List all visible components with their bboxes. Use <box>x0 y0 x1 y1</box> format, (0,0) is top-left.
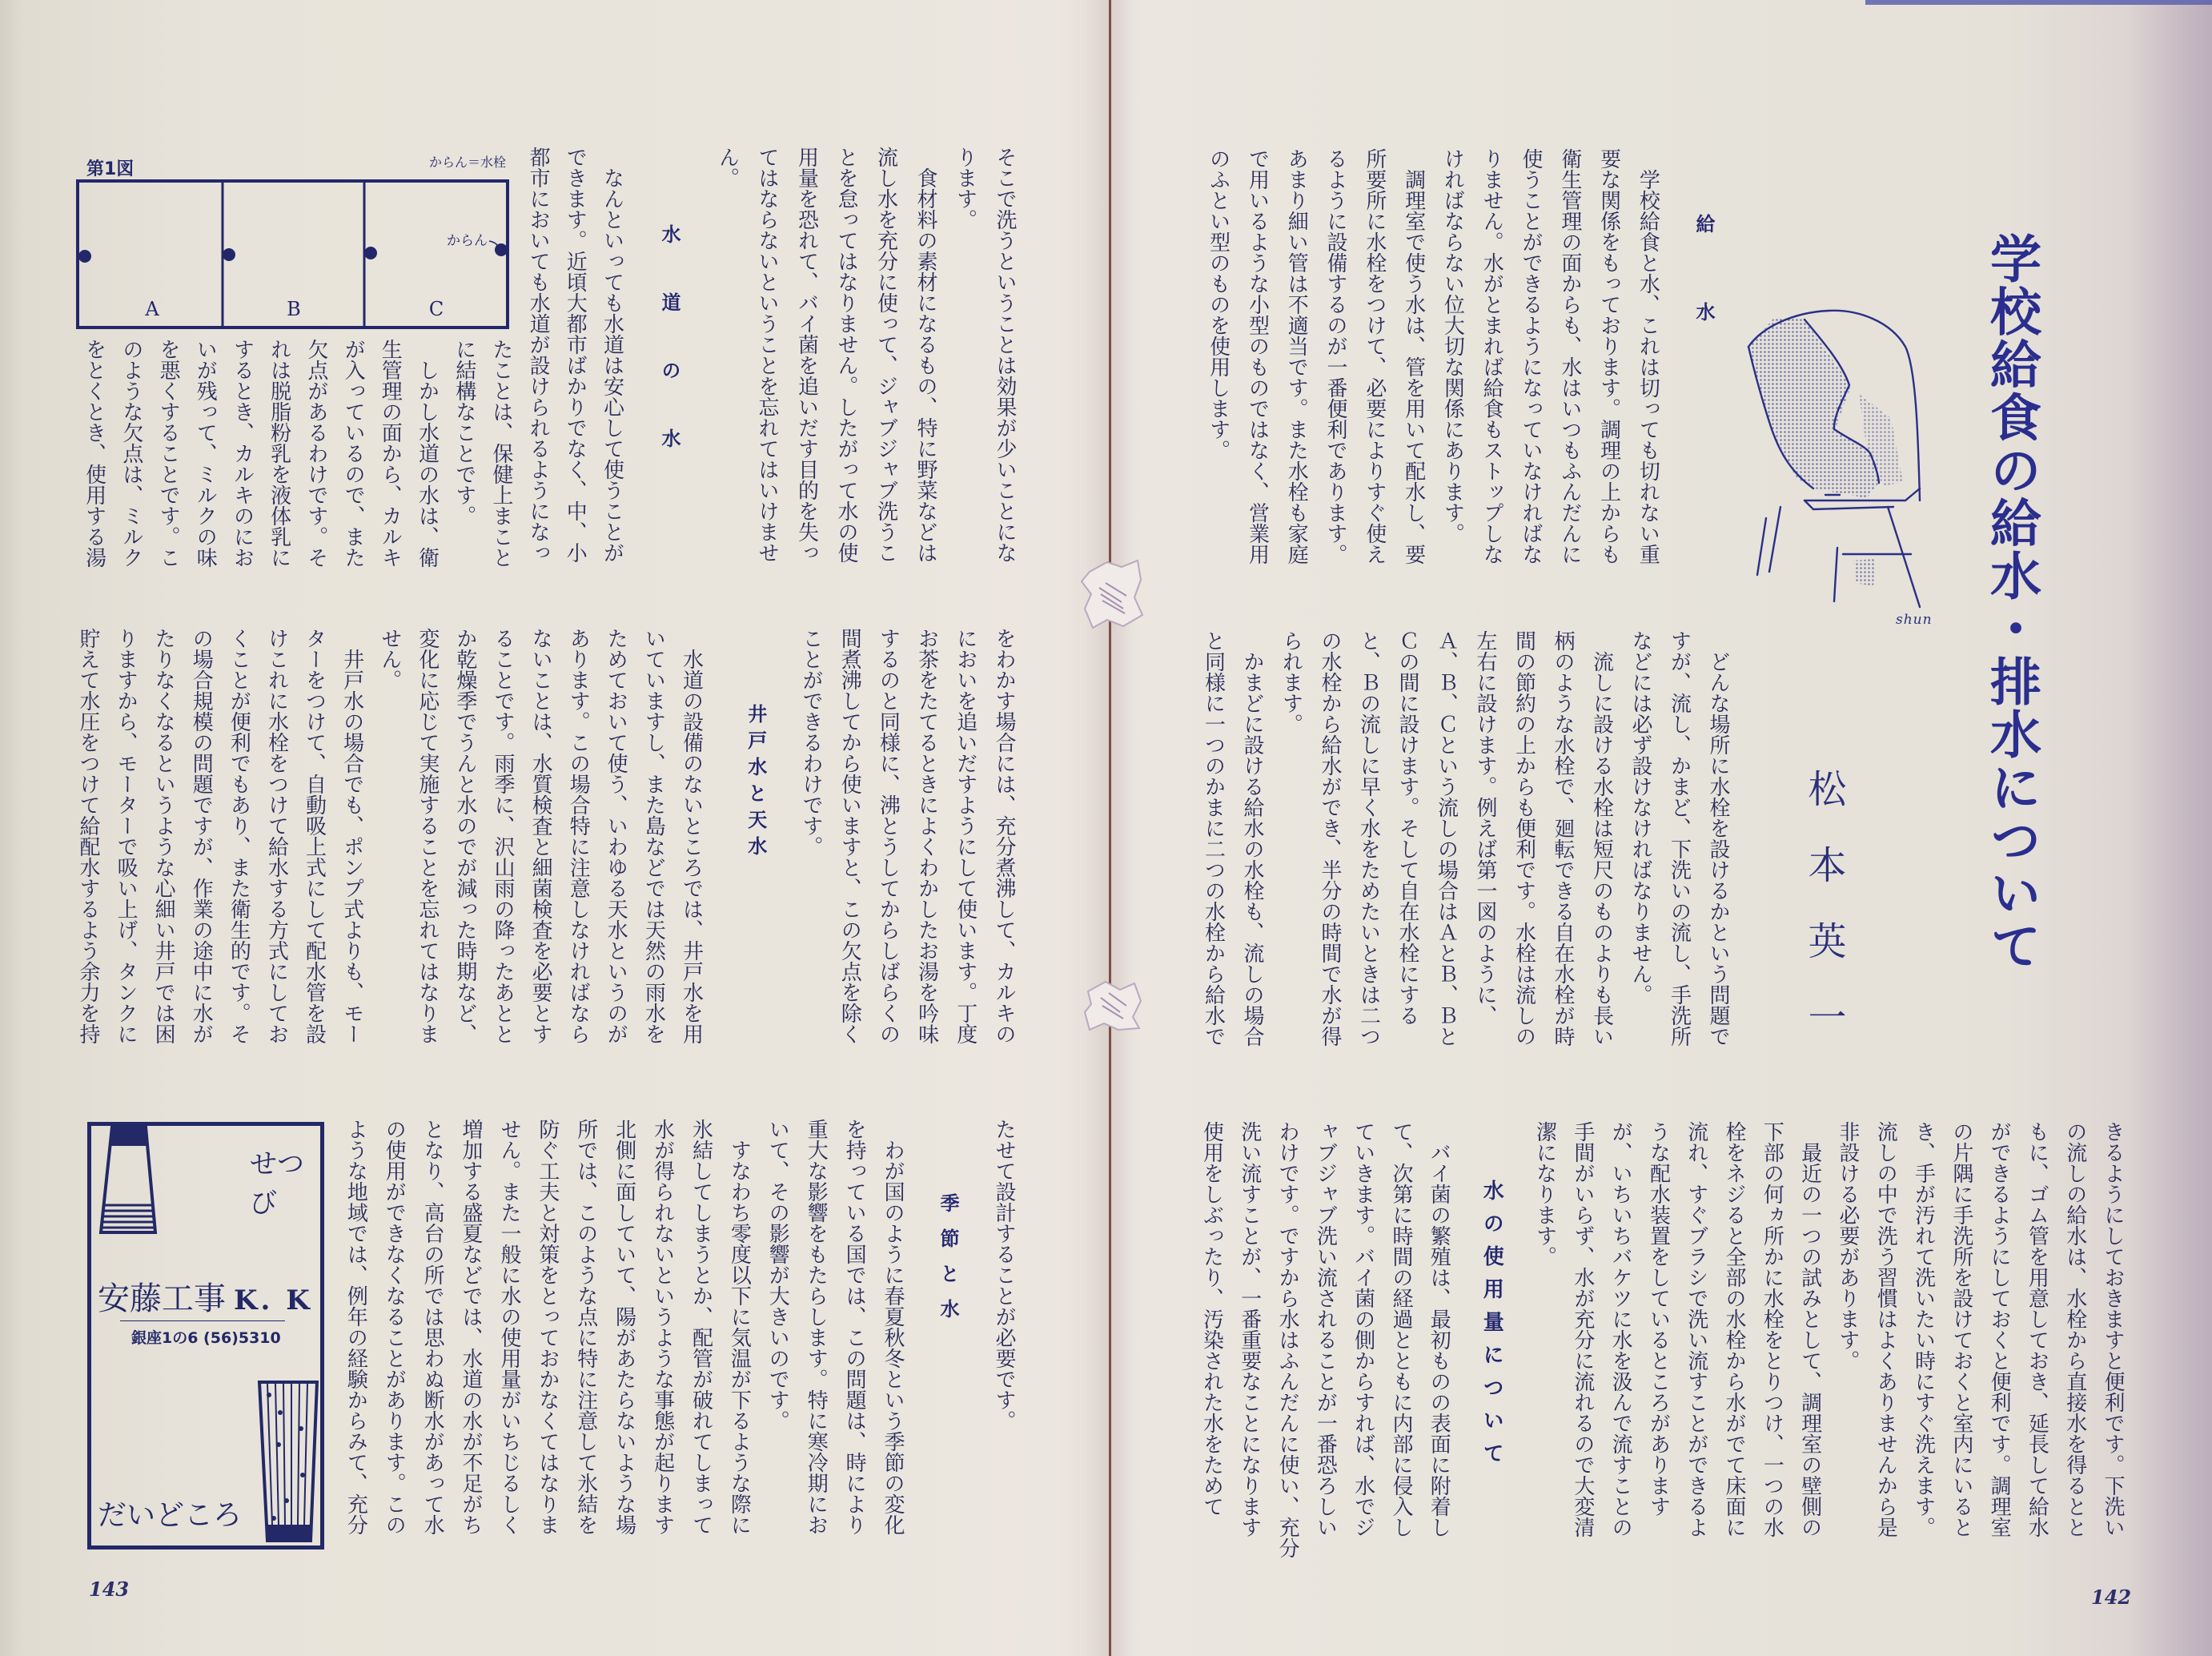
text-column: の場合規模の問題ですが、作業の途中に水が <box>189 628 214 1044</box>
text-column: の流しの給水は、水栓から直接水を得るとと <box>2062 1121 2087 1537</box>
text-column: 流し水を充分に使って、ジャブジャブ洗うこ <box>873 147 898 563</box>
text-column: の水栓から給水ができ、半分の時間で水が得 <box>1318 630 1342 1047</box>
text-column: いて、その影響が大きいのです。 <box>765 1119 790 1431</box>
text-column: 水が得られないというような事態が起ります <box>650 1119 675 1535</box>
text-column: 井戸水の場合でも、ポンプ式よりも、モー <box>339 628 364 1044</box>
text-column: 所では、このような点に特に注意して氷結を <box>573 1119 598 1535</box>
text-column: 欠点があるわけです。そ <box>303 339 328 568</box>
text-column: と、Ｂの流しに早く水をためたいときは二つ <box>1356 630 1381 1047</box>
ad-company-name <box>98 1273 313 1319</box>
text-column: なんといっても水道は安心して使うことが <box>600 147 624 563</box>
text-column: 増加する盛夏などでは、水道の水が不足がち <box>459 1119 484 1535</box>
text-column: せん。また一般に水の使用量がいちじるしく <box>496 1119 521 1535</box>
text-column: 左右に設けます。例えば第一図のように、 <box>1473 630 1497 1026</box>
text-column: のような欠点は、ミルク <box>118 339 143 568</box>
text-column: の使用ができなくなることがあります。この <box>382 1119 407 1535</box>
text-column: すなわち零度以下に気温が下るような際に <box>727 1119 752 1535</box>
text-column: ないことは、水質検査と細菌検査を必要とす <box>528 628 553 1044</box>
text-column: するとき、カルキのにお <box>230 339 255 568</box>
faucet-label: からん <box>447 233 488 249</box>
text-column: の片隅に手洗所を設けておくと室内にいると <box>1949 1121 1973 1537</box>
text-column: ることです。雨季に、沢山雨の降ったあとと <box>491 628 516 1044</box>
section-heading: 井戸水と天水 <box>744 704 767 862</box>
binding-staple-tear <box>1077 977 1146 1035</box>
binding-staple-tear <box>1075 556 1147 633</box>
text-column: 非設ける必要があります。 <box>1835 1121 1860 1371</box>
text-column: わが国のように春夏秋冬という季節の変化 <box>881 1119 905 1535</box>
text-column: 柄のような水栓で、廻転できる自在水栓が時 <box>1551 630 1575 1047</box>
text-column: たことは、保健上まこと <box>488 339 513 568</box>
page-number-left: 143 <box>89 1578 130 1601</box>
text-column: 使用をしぶったり、汚染された水をためて <box>1199 1121 1224 1517</box>
text-column: のふとい型のものを使用します。 <box>1206 148 1230 460</box>
text-column: 潔になります。 <box>1532 1121 1557 1267</box>
text-column: をわかす場合には、充分煮沸して、カルキの <box>992 628 1016 1044</box>
text-column: が入っているので、また <box>341 339 366 568</box>
text-column: Ａ、Ｂ、Ｃという流しの場合はＡとＢ、Ｂと <box>1434 630 1459 1047</box>
ad-divider <box>120 1320 285 1321</box>
text-column: 流しに設ける水栓は短尺のものよりも長い <box>1589 630 1614 1047</box>
text-column: 手間がいらず、水が充分に流れるので大変清 <box>1570 1121 1595 1537</box>
text-column: たせて設計することが必要です。 <box>992 1119 1016 1431</box>
text-column: 防ぐ工夫と対策をとっておかなくてはなりま <box>535 1119 560 1535</box>
ad-tagline-setsubi: せつび <box>250 1148 304 1220</box>
text-column: 学校給食と水、これは切っても切れない重 <box>1636 148 1660 565</box>
text-column: が、いちいちバケツに水を汲んで流すことの <box>1608 1121 1633 1537</box>
text-column: 水道の設備のないところでは、井戸水を用 <box>679 628 704 1044</box>
text-tier-right-middle <box>1194 630 1737 1047</box>
text-column: 変化に応じて実施することを忘れてはなりま <box>415 628 440 1044</box>
text-column: 衛生管理の面からも、水はいつもふんだんに <box>1557 148 1582 565</box>
text-column: られます。 <box>1279 630 1303 734</box>
text-column: ターをつけて、自動吸上式にして配水管を設 <box>302 628 327 1044</box>
girl-sketch-illustration <box>1739 298 1963 650</box>
text-tier-right-top <box>1198 148 1723 565</box>
text-column: Ｃの間に設けます。そして自在水栓にする <box>1395 630 1419 1026</box>
text-column: と同様に一つのかまに二つの水栓から給水で <box>1201 630 1226 1047</box>
text-column: 最近の一つの試みとして、調理室の壁側の <box>1797 1121 1822 1537</box>
text-column: 下部の何ヵ所かに水栓をとりつけ、一つの水 <box>1760 1121 1784 1537</box>
figure-label: 第1図 <box>86 159 134 179</box>
text-column: すが、流し、かまど、下洗いの流し、手洗所 <box>1667 630 1692 1047</box>
text-column: 間煮沸してから使いますと、この欠点を除く <box>837 628 862 1044</box>
text-column: とを怠ってはなりません。したがって水の使 <box>834 147 858 563</box>
text-column: 生管理の面から、カルキ <box>378 339 403 568</box>
text-column: わけです。ですから水はふんだんに使い、充分 <box>1275 1121 1300 1558</box>
text-column: いていますし、また島などでは天然の雨水を <box>641 628 666 1044</box>
sink-label-c: C <box>428 298 444 320</box>
text-column: 氷結してしまうとか、配管が破れてしまって <box>688 1119 713 1535</box>
text-column: をとくとき、使用する湯 <box>82 339 106 568</box>
text-column: 間の節約の上からも便利です。水栓は流しの <box>1511 630 1536 1047</box>
sink-label-b: B <box>287 298 301 320</box>
text-column: できます。近頃大都市ばかりでなく、中、小 <box>563 147 588 563</box>
text-column: しかし水道の水は、衛 <box>415 339 440 568</box>
ad-company-suffix: K. K <box>234 1284 313 1316</box>
text-column: て、次第に時間の経過とともに内部に侵入し <box>1388 1121 1413 1537</box>
text-column: 洗い流すことが、一番重要なことになります <box>1237 1121 1262 1537</box>
text-column: などには必ず設けなければなりません。 <box>1628 630 1652 1005</box>
text-column: ん。 <box>715 147 740 188</box>
text-column: 北側に面していて、陽があたらないような場 <box>612 1119 636 1535</box>
noren-towel-icon <box>98 1125 159 1236</box>
text-column: お茶をたてるときによくわかしたお湯を吟味 <box>914 628 939 1044</box>
page-number-right: 142 <box>2091 1586 2132 1609</box>
text-column: あります。この場合特に注意しなければなら <box>566 628 591 1044</box>
text-column: 貯えて水圧をつけて給配水するよう余力を持 <box>75 628 100 1044</box>
ad-tagline-daidokoro: だいどころ <box>98 1499 243 1532</box>
text-column: るように設備するのが一番便利であります。 <box>1323 148 1348 565</box>
advertisement-box <box>87 1122 324 1549</box>
text-column: 重大な影響をもたらします。特に寒冷期にお <box>804 1119 829 1535</box>
section-heading: 季節と水 <box>937 1193 959 1334</box>
text-column: バイ菌の繁殖は、最初ものの表面に附着し <box>1427 1121 1451 1537</box>
text-column: てはならないということを忘れてはいけませ <box>755 147 779 563</box>
text-column: 流れ、すぐブラシで洗い流すことができるよ <box>1684 1121 1708 1537</box>
text-column: うな配水装置をしているところがあります <box>1646 1121 1671 1517</box>
text-column: けこれに水栓をつけて給水する方式にしてお <box>264 628 289 1044</box>
text-column: 都市においても水道が設けられるようになっ <box>526 147 551 563</box>
text-column: ができるようにしておくと便利です。調理室 <box>1987 1121 2012 1537</box>
text-column: どんな場所に水栓を設けるかという問題で <box>1706 630 1730 1047</box>
sink-label-a: A <box>145 298 159 320</box>
text-column: そこで洗うということは効果が少いことにな <box>993 147 1017 563</box>
text-column: ことができるわけです。 <box>798 628 823 857</box>
text-column: 食材料の素材になるもの、特に野菜などは <box>913 147 937 563</box>
text-column: いが残って、ミルクの味 <box>193 339 218 568</box>
text-column: せん。 <box>377 628 402 690</box>
text-column: あまり細い管は不適当です。また水栓も家庭 <box>1284 148 1309 565</box>
text-column: するのと同様に、沸とうしてからしばらくの <box>876 628 901 1044</box>
text-column: に結構なことです。 <box>452 339 476 526</box>
text-column: で用いるような小型のものではなく、営業用 <box>1245 148 1270 565</box>
top-edge-strip <box>1865 0 2212 5</box>
text-tier-right-bottom <box>1192 1121 2131 1558</box>
text-column: くことが便利でもあり、また衛生的です。そ <box>227 628 251 1044</box>
text-column: 流しの中で洗う習慣はよくありませんから是 <box>1873 1121 1898 1537</box>
section-heading: 給水 <box>1692 214 1715 390</box>
text-column: 使うことができるようになっていなければな <box>1519 148 1544 565</box>
gutter-binding-line <box>1109 0 1111 1656</box>
text-column: 栓をネジると全部の水栓から水がでて床面に <box>1722 1121 1747 1537</box>
text-column: ります。 <box>953 147 978 230</box>
text-tier-left-top <box>75 147 1024 568</box>
text-column: たりなくなるというような心細い井戸では困 <box>151 628 176 1044</box>
text-column: を持っている国では、この問題は、時により <box>842 1119 867 1535</box>
text-column: き、手が汚れて洗いたい時にすぐ洗えます。 <box>1911 1121 1936 1537</box>
text-column: りますから、モーターで吸い上げ、タンクに <box>114 628 139 1044</box>
text-column: ためておいて使う、いわゆる天水というのが <box>604 628 628 1044</box>
text-column: 所要所に水栓をつけて、必要によりすぐ使え <box>1362 148 1387 565</box>
bamboo-blind-icon <box>256 1381 320 1544</box>
illustrator-signature: shun <box>1896 612 1933 628</box>
text-tier-left-middle <box>69 628 1023 1044</box>
text-column: 用量を恐れて、バイ菌を追いだす目的を失っ <box>794 147 819 563</box>
article-title: 学校給食の給水・排水について <box>1981 232 2041 972</box>
section-heading: 水の使用量について <box>1479 1180 1504 1475</box>
text-column: となり、高台の所では思わぬ断水があって水 <box>420 1119 445 1535</box>
text-column: ような地域では、例年の経験からみて、充分 <box>343 1119 368 1535</box>
text-column: 調理室で使う水は、管を用いて配水し、要 <box>1401 148 1426 565</box>
text-column: かまどに設ける給水の水栓も、流しの場合 <box>1240 630 1264 1047</box>
text-column: もに、ゴム管を用意しておき、延長して給水 <box>2025 1121 2049 1537</box>
text-column: を悪くすることです。こ <box>156 339 181 568</box>
text-column: においを追いだすようにして使います。丁度 <box>953 628 978 1044</box>
author-name: 松本英一 <box>1801 769 1846 1073</box>
section-heading: 水道の水 <box>658 224 680 496</box>
text-column: ャブジャブ洗い流されることが一番恐ろしい <box>1313 1121 1338 1537</box>
ad-address-phone: 銀座1の6 (56)5310 <box>131 1329 281 1347</box>
text-column: りません。水がとまれば給食もストップしな <box>1479 148 1504 565</box>
text-tier-left-bottom <box>335 1119 1023 1535</box>
text-column: ければならない位大切な関係にあります。 <box>1440 148 1465 544</box>
figure-legend: からん＝水栓 <box>428 155 506 170</box>
text-column: か乾燥季でうんと水のでが減った時期など、 <box>452 628 477 1044</box>
text-column: きるようにしておきますと便利です。下洗い <box>2101 1121 2125 1537</box>
text-column: ていきます。バイ菌の側からすれば、水でジ <box>1351 1121 1375 1537</box>
text-column: れは脱脂粉乳を液体乳に <box>267 339 291 568</box>
ad-company-text: 安藤工事 <box>98 1280 226 1317</box>
text-column: 要な関係をもっております。調理の上からも <box>1596 148 1621 565</box>
